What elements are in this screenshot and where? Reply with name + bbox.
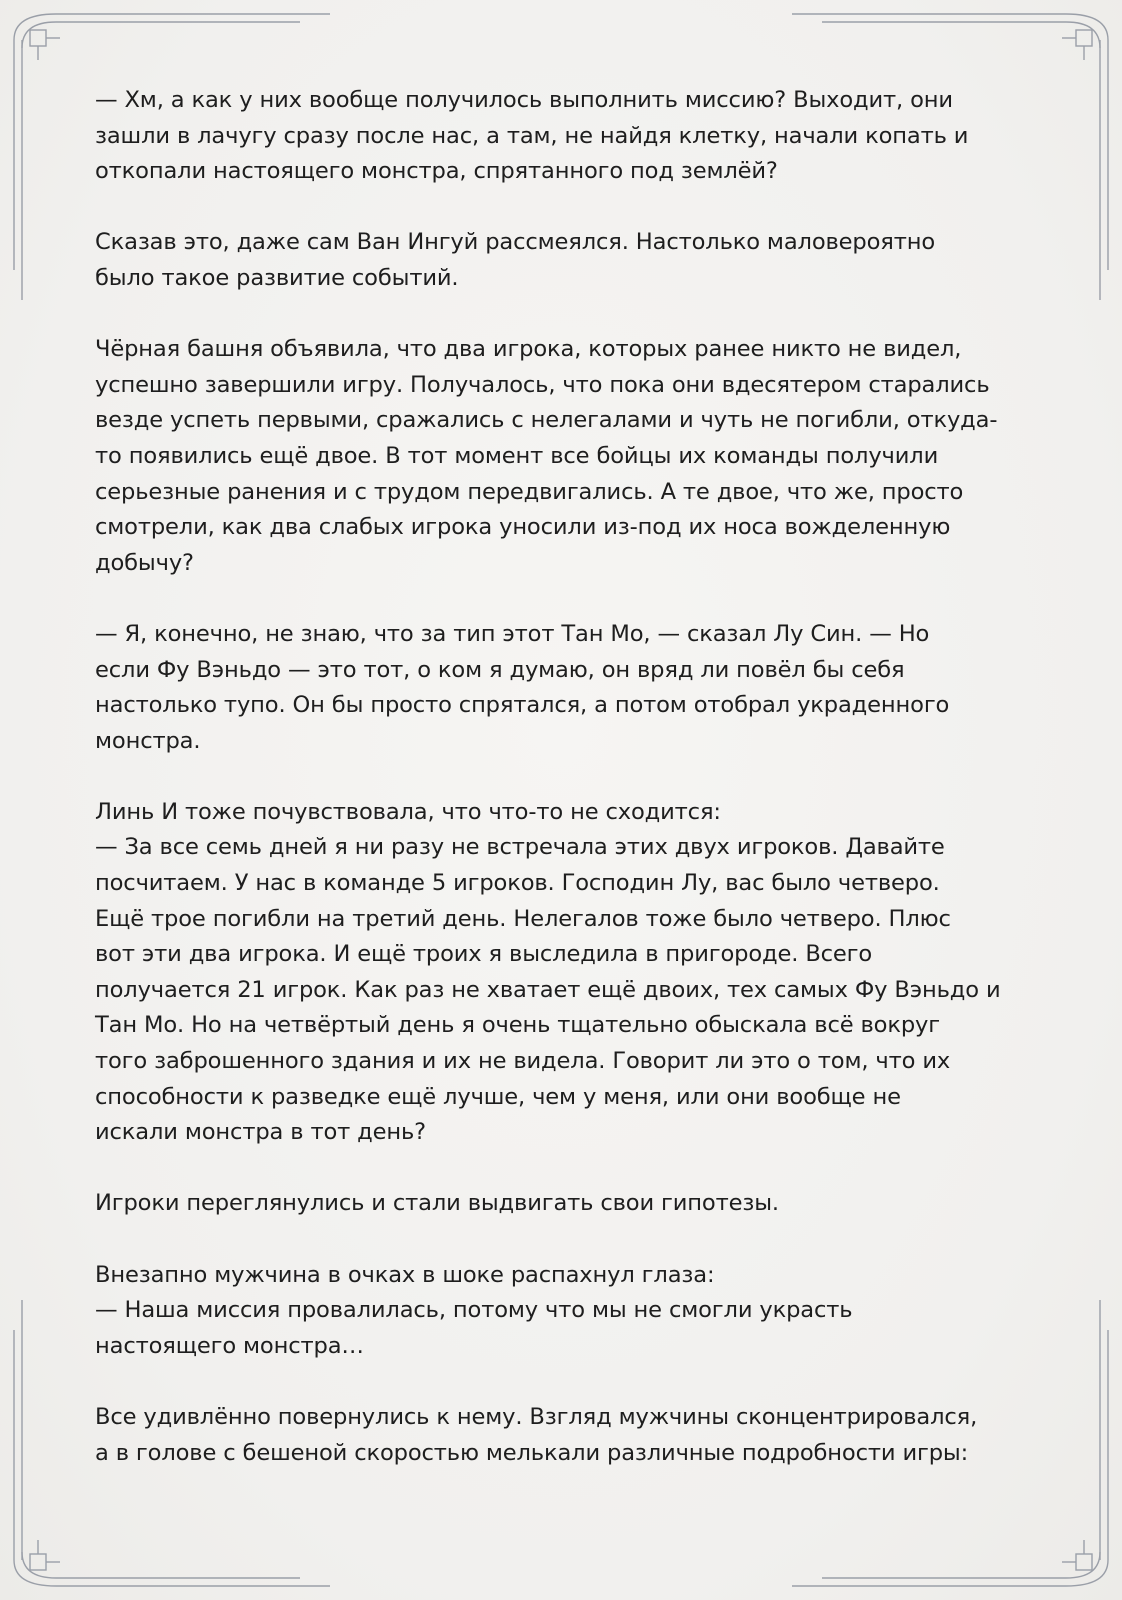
text-line: Чёрная башня объявила, что два игрока, которых ранее никто не видел, xyxy=(95,336,962,363)
text-line: — Я, конечно, не знаю, что за тип этот Тан Мо, — сказал Лу Син. — Но xyxy=(95,620,930,647)
text-line: было такое развитие событий. xyxy=(95,264,459,291)
text-line: способности к разведке ещё лучше, чем у меня, или они вообще не xyxy=(95,1083,901,1110)
text-line: если Фу Вэньдо — это тот, о ком я думаю, он вряд ли повёл бы себя xyxy=(95,656,905,683)
text-line: Игроки переглянулись и стали выдвигать свои гипотезы. xyxy=(95,1190,779,1217)
text-line: зашли в лачугу сразу после нас, а там, не найдя клетку, начали копать и xyxy=(95,122,969,149)
text-line: Все удивлённо повернулись к нему. Взгляд мужчины сконцентрировался, xyxy=(95,1403,978,1430)
paragraph-5 xyxy=(95,795,1025,1151)
text-line: настоящего монстра… xyxy=(95,1332,364,1359)
text-line: того заброшенного здания и их не видела. Говорит ли это о том, что их xyxy=(95,1048,951,1075)
text-line: Внезапно мужчина в очках в шоке распахнул глаза: xyxy=(95,1261,715,1288)
text-line: Тан Мо. Но на четвёртый день я очень тщательно обыскала всё вокруг xyxy=(95,1012,940,1039)
paragraph-1 xyxy=(95,83,1025,190)
paragraph-7 xyxy=(95,1258,1025,1365)
paragraph-4 xyxy=(95,617,1025,759)
paragraph-3 xyxy=(95,332,1025,581)
text-line: вот эти два игрока. И ещё троих я выследила в пригороде. Всего xyxy=(95,941,873,968)
text-line: смотрели, как два слабых игрока уносили из-под их носа вожделенную xyxy=(95,514,951,541)
text-line: добычу? xyxy=(95,549,194,576)
paragraph-8 xyxy=(95,1400,1025,1471)
text-line: серьезные ранения и с трудом передвигались. А те двое, что же, просто xyxy=(95,478,964,505)
text-line: а в голове с бешеной скоростью мелькали различные подробности игры: xyxy=(95,1439,969,1466)
text-line: везде успеть первыми, сражались с нелегалами и чуть не погибли, откуда- xyxy=(95,407,998,434)
text-line: — За все семь дней я ни разу не встречала этих двух игроков. Давайте xyxy=(95,834,945,861)
text-line: посчитаем. У нас в команде 5 игроков. Господин Лу, вас было четверо. xyxy=(95,870,940,897)
text-line: успешно завершили игру. Получалось, что пока они вдесятером старались xyxy=(95,371,990,398)
chapter-text xyxy=(95,83,1025,1507)
text-line: то появились ещё двое. В тот момент все бойцы их команды получили xyxy=(95,442,939,469)
text-line: искали монстра в тот день? xyxy=(95,1119,427,1146)
text-line: монстра. xyxy=(95,727,201,754)
text-line: Ещё трое погибли на третий день. Нелегалов тоже было четверо. Плюс xyxy=(95,905,951,932)
paragraph-6 xyxy=(95,1186,1025,1222)
paragraph-2 xyxy=(95,225,1025,296)
text-line: настолько тупо. Он бы просто спрятался, а потом отобрал украденного xyxy=(95,692,950,719)
text-line: получается 21 игрок. Как раз не хватает ещё двоих, тех самых Фу Вэньдо и xyxy=(95,976,1001,1003)
text-line: — Хм, а как у них вообще получилось выполнить миссию? Выходит, они xyxy=(95,87,953,113)
text-line: откопали настоящего монстра, спрятанного под землёй? xyxy=(95,158,778,185)
text-line: — Наша миссия провалилась, потому что мы не смогли украсть xyxy=(95,1297,853,1324)
text-line: Линь И тоже почувствовала, что что-то не сходится: xyxy=(95,798,721,825)
text-line: Сказав это, даже сам Ван Ингуй рассмеялся. Настолько маловероятно xyxy=(95,229,936,256)
